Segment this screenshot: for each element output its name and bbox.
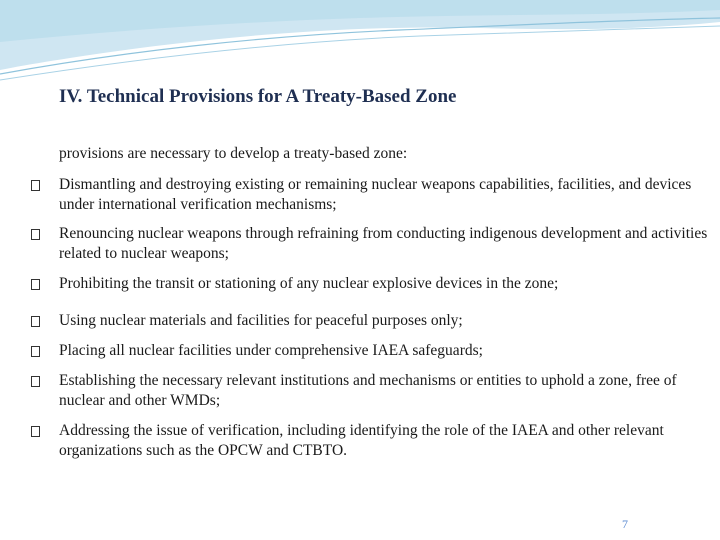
checkbox-bullet-icon bbox=[31, 346, 40, 357]
bullet-text: Addressing the issue of verification, including identifying the role of the IAEA and other relevant organizations such as the OPCW and CTBTO. bbox=[59, 422, 664, 459]
bullet-text: Dismantling and destroying existing or remaining nuclear weapons capabilities, facilities, and devices under international verification mechanisms; bbox=[59, 176, 692, 213]
header-wave-decoration bbox=[0, 0, 720, 90]
slide-title: IV. Technical Provisions for A Treaty-Based Zone bbox=[59, 86, 457, 107]
checkbox-bullet-icon bbox=[31, 426, 40, 437]
bullet-text: Establishing the necessary relevant institutions and mechanisms or entities to uphold a zone, free of nuclear and other WMDs; bbox=[59, 372, 677, 409]
bullet-text: Renouncing nuclear weapons through refraining from conducting indigenous development and activities related to nuclear weapons; bbox=[59, 225, 708, 262]
bullet-text: Using nuclear materials and facilities for peaceful purposes only; bbox=[59, 312, 463, 329]
bullet-text: Prohibiting the transit or stationing of any nuclear explosive devices in the zone; bbox=[59, 275, 559, 292]
checkbox-bullet-icon bbox=[31, 316, 40, 327]
checkbox-bullet-icon bbox=[31, 229, 40, 240]
bullet-text: Placing all nuclear facilities under comprehensive IAEA safeguards; bbox=[59, 342, 483, 359]
intro-text: provisions are necessary to develop a treaty-based zone: bbox=[59, 145, 408, 162]
checkbox-bullet-icon bbox=[31, 180, 40, 191]
page-number: 7 bbox=[622, 517, 628, 531]
checkbox-bullet-icon bbox=[31, 279, 40, 290]
checkbox-bullet-icon bbox=[31, 376, 40, 387]
